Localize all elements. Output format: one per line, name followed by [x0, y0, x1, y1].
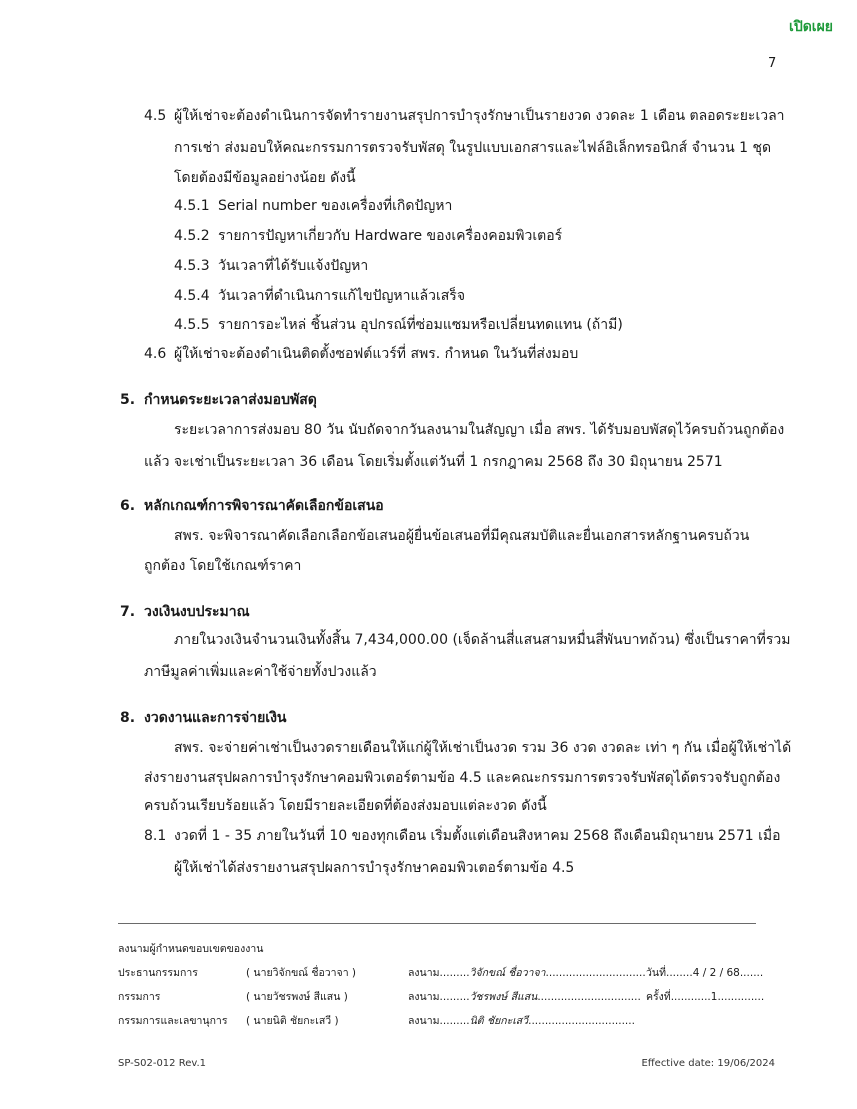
- signature-date: วันที่........4 / 2 / 68.......: [646, 967, 764, 979]
- signature-text: วัชรพงษ์ สีแสน: [469, 991, 538, 1003]
- effective-date: Effective date: 19/06/2024: [641, 1058, 775, 1069]
- signature-suffix: ..............................: [545, 967, 646, 979]
- item-8-1-line1: งวดที่ 1 - 35 ภายในวันที่ 10 ของทุกเดือน เริ่มตั้งแต่เดือนสิงหาคม 2568 ถึงเดือนมิถุนายน 2571 เมื่อ: [174, 828, 781, 844]
- signature-line: [408, 966, 646, 980]
- section-6-line1: สพร. จะพิจารณาคัดเลือกเลือกข้อเสนอผู้ยื่นข้อเสนอที่มีคุณสมบัติและยื่นเอกสารหลักฐานครบถ้วน: [174, 528, 750, 544]
- signature-heading: ลงนามผู้กำหนดขอบเขตของงาน: [118, 943, 264, 955]
- section-6-number: 6.: [120, 498, 136, 514]
- signer-role: กรรมการและเลขานุการ: [118, 1015, 228, 1027]
- item-number-4-5: 4.5: [144, 108, 167, 124]
- signer-name: ( นายนิติ ชัยกะเสวี ): [246, 1015, 339, 1027]
- signature-prefix: ลงนาม.........: [408, 991, 470, 1003]
- document-code: SP-S02-012 Rev.1: [118, 1058, 207, 1069]
- subitem-number: 4.5.2: [174, 228, 210, 244]
- signature-prefix: ลงนาม.........: [408, 1015, 470, 1027]
- classification-label: เปิดเผย: [789, 19, 833, 35]
- signer-name: ( นายวิจักขณ์ ชื่อวาจา ): [246, 967, 357, 979]
- item-4-5-line1: ผู้ให้เช่าจะต้องดำเนินการจัดทำรายงานสรุปการบำรุงรักษาเป็นรายงวด งวดละ 1 เดือน ตลอดระยะเวลา: [174, 108, 785, 124]
- section-7-line2: ภาษีมูลค่าเพิ่มและค่าใช้จ่ายทั้งปวงแล้ว: [144, 664, 377, 680]
- item-4-6-line1: ผู้ให้เช่าจะต้องดำเนินติดตั้งซอฟต์แวร์ที่ สพร. กำหนด ในวันที่ส่งมอบ: [174, 346, 579, 362]
- subitem-text: วันเวลาที่ดำเนินการแก้ไขปัญหาแล้วเสร็จ: [218, 288, 466, 304]
- signer-role: ประธานกรรมการ: [118, 967, 198, 979]
- section-8-title: งวดงานและการจ่ายเงิน: [144, 710, 287, 726]
- section-6-title: หลักเกณฑ์การพิจารณาคัดเลือกข้อเสนอ: [144, 498, 384, 514]
- section-8-line2: ส่งรายงานสรุปผลการบำรุงรักษาคอมพิวเตอร์ตามข้อ 4.5 และคณะกรรมการตรวจรับพัสดุได้ตรวจรับถูกต้อง: [144, 770, 781, 786]
- section-5-line1: ระยะเวลาการส่งมอบ 80 วัน นับถัดจากวันลงนามในสัญญา เมื่อ สพร. ได้รับมอบพัสดุไว้ครบถ้วนถูกต้อง: [174, 422, 785, 438]
- subitem-number: 4.5.5: [174, 317, 210, 333]
- section-6-line2: ถูกต้อง โดยใช้เกณฑ์ราคา: [144, 558, 302, 574]
- subitem-text: Serial number ของเครื่องที่เกิดปัญหา: [218, 198, 453, 214]
- signature-suffix: ...............................: [537, 991, 641, 1003]
- section-8-number: 8.: [120, 710, 136, 726]
- signature-text: วิจักขณ์ ชื่อวาจา: [469, 967, 546, 979]
- subitem-number: 4.5.3: [174, 258, 210, 274]
- signature-text: นิติ ชัยกะเสวี: [469, 1015, 529, 1027]
- subitem-text: รายการอะไหล่ ชิ้นส่วน อุปกรณ์ที่ซ่อมแซมหรือเปลี่ยนทดแทน (ถ้ามี): [218, 317, 623, 333]
- item-8-1-line2: ผู้ให้เช่าได้ส่งรายงานสรุปผลการบำรุงรักษาคอมพิวเตอร์ตามข้อ 4.5: [174, 860, 575, 876]
- section-7-title: วงเงินงบประมาณ: [144, 604, 250, 620]
- section-7-line1: ภายในวงเงินจำนวนเงินทั้งสิ้น 7,434,000.00 (เจ็ดล้านสี่แสนสามหมื่นสี่พันบาทถ้วน) ซึ่งเป็นราคาที่รวม: [174, 632, 791, 648]
- signature-line: [408, 990, 641, 1004]
- signature-suffix: ................................: [528, 1015, 635, 1027]
- signature-line: [408, 1014, 635, 1028]
- subitem-number: 4.5.1: [174, 198, 210, 214]
- section-5-number: 5.: [120, 392, 136, 408]
- signature-divider: [118, 923, 756, 924]
- item-number-4-6: 4.6: [144, 346, 167, 362]
- item-number-8-1: 8.1: [144, 828, 167, 844]
- section-5-line2: แล้ว จะเช่าเป็นระยะเวลา 36 เดือน โดยเริ่มตั้งแต่วันที่ 1 กรกฎาคม 2568 ถึง 30 มิถุนายน 2571: [144, 454, 723, 470]
- subitem-text: รายการปัญหาเกี่ยวกับ Hardware ของเครื่องคอมพิวเตอร์: [218, 228, 563, 244]
- signature-prefix: ลงนาม.........: [408, 967, 470, 979]
- section-8-line3: ครบถ้วนเรียบร้อยแล้ว โดยมีรายละเอียดที่ต้องส่งมอบแต่ละงวด ดังนี้: [144, 798, 547, 814]
- section-7-number: 7.: [120, 604, 136, 620]
- signer-role: กรรมการ: [118, 991, 161, 1003]
- subitem-number: 4.5.4: [174, 288, 210, 304]
- page-number: 7: [768, 56, 777, 71]
- item-4-5-line3: โดยต้องมีข้อมูลอย่างน้อย ดังนี้: [174, 170, 356, 186]
- signature-revision: ครั้งที่............1..............: [646, 991, 765, 1003]
- subitem-text: วันเวลาที่ได้รับแจ้งปัญหา: [218, 258, 369, 274]
- section-8-line1: สพร. จะจ่ายค่าเช่าเป็นงวดรายเดือนให้แก่ผู้ให้เช่าเป็นงวด รวม 36 งวด งวดละ เท่า ๆ กัน เมื่อผู้ให้เช่าได้: [174, 740, 792, 756]
- section-5-title: กำหนดระยะเวลาส่งมอบพัสดุ: [144, 392, 317, 408]
- item-4-5-line2: การเช่า ส่งมอบให้คณะกรรมการตรวจรับพัสดุ ในรูปแบบเอกสารและไฟล์อิเล็กทรอนิกส์ จำนวน 1 ชุด: [174, 140, 772, 156]
- signer-name: ( นายวัชรพงษ์ สีแสน ): [246, 991, 348, 1003]
